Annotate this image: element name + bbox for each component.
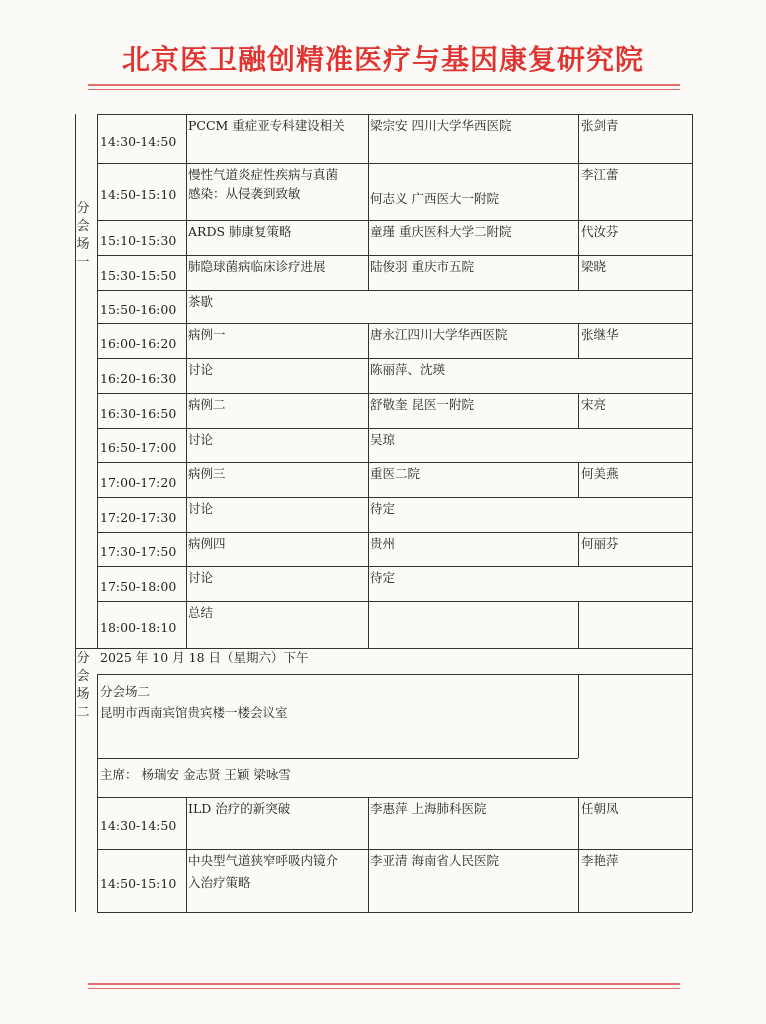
time-cell: 17:30-17:50 xyxy=(100,544,177,559)
topic-cell: 讨论 xyxy=(188,570,214,585)
column-border xyxy=(692,114,693,163)
topic-cell: 病例三 xyxy=(188,466,226,481)
venue-name: 分会场二 xyxy=(100,684,151,699)
time-cell: 14:30-14:50 xyxy=(100,133,177,149)
column-border xyxy=(578,163,579,220)
speaker-cell: 李惠萍 上海肺科医院 xyxy=(370,801,487,816)
column-border xyxy=(186,462,187,497)
column-border xyxy=(186,114,187,163)
time-cell: 14:50-15:10 xyxy=(100,875,177,891)
table-bottom-border xyxy=(97,912,692,913)
column-border xyxy=(186,601,187,648)
speaker-cell: 梁宗安 四川大学华西医院 xyxy=(370,118,512,133)
topic-cell: 肺隐球菌病临床诊疗进展 xyxy=(188,259,326,274)
chair-cell: 李艳萍 xyxy=(581,853,619,868)
column-border xyxy=(368,849,369,912)
column-border xyxy=(578,601,579,648)
topic-cell: 讨论 xyxy=(188,501,214,516)
topic-cell: 讨论 xyxy=(188,432,214,447)
column-border xyxy=(186,566,187,601)
speaker-cell: 重医二院 xyxy=(370,466,421,481)
column-border xyxy=(368,114,369,163)
speaker-cell: 待定 xyxy=(370,570,396,585)
topic-cell: 病例四 xyxy=(188,536,226,551)
topic-cell: ILD 治疗的新突破 xyxy=(188,801,291,816)
column-border xyxy=(186,497,187,532)
column-border xyxy=(578,849,579,912)
column-border xyxy=(692,462,693,497)
speaker-cell: 唐永江四川大学华西医院 xyxy=(370,327,508,342)
time-column-border xyxy=(97,114,98,648)
column-border xyxy=(578,114,579,163)
column-border xyxy=(578,462,579,497)
column-border xyxy=(186,428,187,462)
speaker-cell: 童瑾 重庆医科大学二附院 xyxy=(370,224,512,239)
column-border xyxy=(692,648,693,912)
column-border xyxy=(368,462,369,497)
institute-title: 北京医卫融创精准医疗与基因康复研究院 xyxy=(121,43,644,76)
venue-address: 昆明市西南宾馆贵宾楼一楼会议室 xyxy=(100,705,288,720)
column-border xyxy=(692,532,693,566)
column-border xyxy=(186,358,187,393)
column-border xyxy=(186,255,187,290)
column-border xyxy=(186,532,187,566)
column-border xyxy=(578,220,579,255)
column-border xyxy=(578,393,579,428)
footer-rule xyxy=(88,983,680,985)
column-border xyxy=(368,601,369,648)
topic-cell: 入治疗策略 xyxy=(188,875,251,890)
time-cell: 17:00-17:20 xyxy=(100,474,177,490)
time-cell: 18:00-18:10 xyxy=(100,619,177,635)
topic-cell: 感染：从侵袭到致敏 xyxy=(188,186,301,201)
chair-cell: 何美燕 xyxy=(581,466,619,481)
footer-rule-thin xyxy=(88,988,680,989)
column-border xyxy=(692,163,693,220)
speaker-cell: 舒敬奎 昆医一附院 xyxy=(370,397,474,412)
column-border xyxy=(692,601,693,648)
column-border xyxy=(692,220,693,255)
time-cell: 16:30-16:50 xyxy=(100,405,177,421)
time-cell: 15:30-15:50 xyxy=(100,267,177,283)
column-border xyxy=(578,255,579,290)
chair-cell: 任朝凤 xyxy=(581,801,619,816)
column-border xyxy=(368,220,369,255)
column-border xyxy=(368,428,369,462)
topic-cell: 讨论 xyxy=(188,362,214,377)
column-border xyxy=(368,255,369,290)
column-border xyxy=(368,393,369,428)
column-border xyxy=(186,290,187,323)
speaker-cell: 何志义 广西医大一附院 xyxy=(370,190,499,206)
time-cell: 14:50-15:10 xyxy=(100,186,177,202)
chair-cell: 宋亮 xyxy=(581,397,607,412)
column-border xyxy=(692,323,693,358)
chair-cell: 张剑青 xyxy=(581,118,619,133)
column-border xyxy=(186,393,187,428)
chair-cell: 梁晓 xyxy=(581,259,607,274)
time-cell: 15:50-16:00 xyxy=(100,301,177,317)
chair-cell: 何丽芬 xyxy=(581,536,619,551)
speaker-cell: 李亚清 海南省人民医院 xyxy=(370,853,499,868)
session-one-label: 分会场一 xyxy=(76,201,90,270)
column-border xyxy=(368,358,369,393)
column-border xyxy=(578,532,579,566)
column-border xyxy=(186,797,187,849)
column-border xyxy=(578,674,579,758)
column-border xyxy=(692,290,693,323)
speaker-cell: 陈丽萍、沈瑛 xyxy=(370,362,446,377)
time-cell: 14:30-14:50 xyxy=(100,818,177,833)
column-border xyxy=(578,797,579,849)
speaker-cell: 吴琼 xyxy=(370,432,396,447)
time-cell: 16:50-17:00 xyxy=(100,440,177,455)
column-border xyxy=(692,566,693,601)
column-border xyxy=(368,532,369,566)
chair-cell: 张继华 xyxy=(581,327,619,342)
chair-cell: 李江蕾 xyxy=(581,167,619,182)
column-border xyxy=(692,497,693,532)
column-border xyxy=(578,323,579,358)
column-border xyxy=(692,393,693,428)
topic-cell: 病例二 xyxy=(188,397,226,412)
speaker-cell: 贵州 xyxy=(370,536,396,551)
time-cell: 16:20-16:30 xyxy=(100,370,177,386)
column-border xyxy=(186,849,187,912)
column-border xyxy=(368,497,369,532)
row-border xyxy=(97,674,692,675)
speaker-cell: 待定 xyxy=(370,501,396,516)
time-cell: 17:50-18:00 xyxy=(100,578,177,594)
column-border xyxy=(97,674,98,912)
column-border xyxy=(186,323,187,358)
column-border xyxy=(186,220,187,255)
row-border xyxy=(97,758,578,759)
session-two-date: 2025 年 10 月 18 日（星期六）下午 xyxy=(100,650,309,665)
topic-cell: 病例一 xyxy=(188,327,226,342)
topic-cell: PCCM 重症亚专科建设相关 xyxy=(188,118,345,133)
time-cell: 15:10-15:30 xyxy=(100,232,177,248)
column-border xyxy=(692,255,693,290)
topic-cell: 中央型气道狭窄呼吸内镜介 xyxy=(188,853,339,868)
time-cell: 17:20-17:30 xyxy=(100,509,177,525)
column-border xyxy=(186,163,187,220)
chair-cell: 代汝芬 xyxy=(581,224,619,239)
session-chairs: 主席： 杨瑞安 金志贤 王颖 梁咏雪 xyxy=(100,767,291,782)
column-border xyxy=(368,163,369,220)
topic-cell: ARDS 肺康复策略 xyxy=(188,224,292,239)
column-border xyxy=(368,797,369,849)
session-two-label: 分会场二 xyxy=(76,651,90,720)
column-border xyxy=(692,428,693,462)
column-border xyxy=(368,566,369,601)
time-cell: 16:00-16:20 xyxy=(100,335,177,351)
topic-cell: 慢性气道炎症性疾病与真菌 xyxy=(188,167,339,182)
column-border xyxy=(692,358,693,393)
speaker-cell: 陆俊羽 重庆市五院 xyxy=(370,259,474,274)
topic-cell: 茶歇 xyxy=(188,294,214,309)
topic-cell: 总结 xyxy=(188,605,214,620)
column-border xyxy=(368,323,369,358)
